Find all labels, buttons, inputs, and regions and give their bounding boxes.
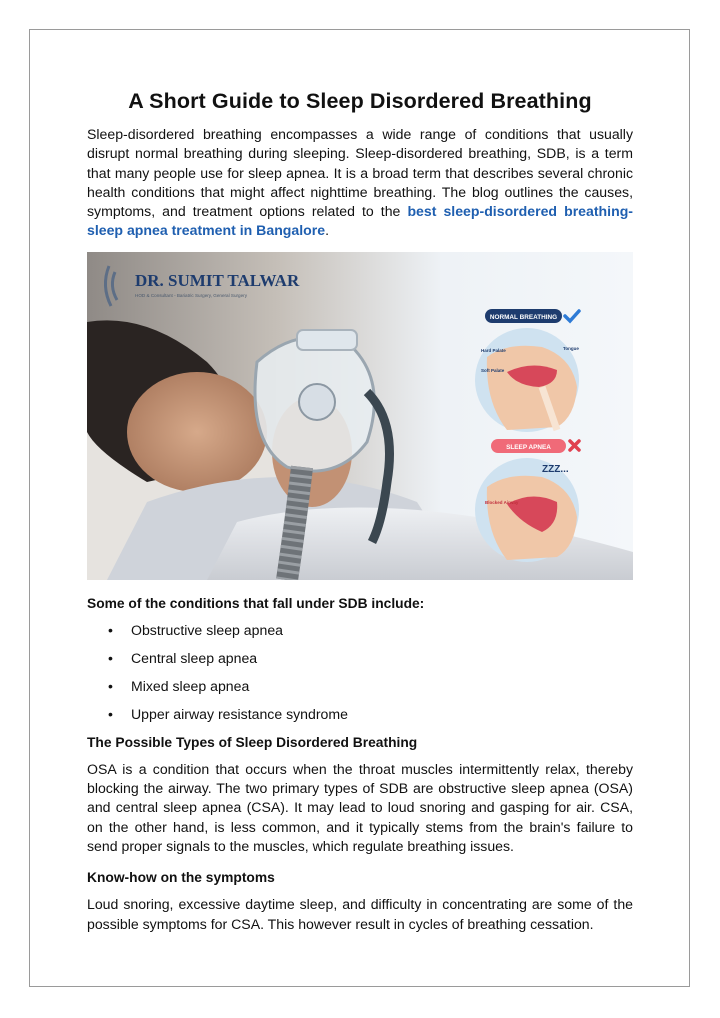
zzz-text: ZZZ... xyxy=(542,463,569,475)
tongue-label: Tongue xyxy=(563,345,579,351)
logo-subtitle: HOD & Consultant - Bariatric Surgery, General Surgery xyxy=(135,292,247,298)
logo-name: DR. SUMIT TALWAR xyxy=(135,270,300,290)
soft-palate-label: Soft Palate xyxy=(481,367,505,373)
types-heading: The Possible Types of Sleep Disordered Breathing xyxy=(87,734,418,750)
list-item xyxy=(87,649,633,668)
blocked-airway-label: Blocked Airway xyxy=(485,499,519,505)
bullet: • xyxy=(108,649,113,666)
treatment-link[interactable]: best sleep-disordered breathing-sleep apnea treatment in Bangalore xyxy=(87,203,633,239)
list-item-text: Upper airway resistance syndrome xyxy=(131,705,348,722)
document-content xyxy=(87,87,633,934)
mask-headgear-clip xyxy=(297,330,357,350)
face xyxy=(127,372,267,492)
bullet: • xyxy=(108,621,113,638)
bullet: • xyxy=(108,677,113,694)
intro-paragraph xyxy=(87,125,633,241)
list-item xyxy=(87,705,633,724)
cpap-illustration xyxy=(87,252,633,580)
intro-text-end: . xyxy=(325,222,330,239)
intro-text: Sleep-disordered breathing encompasses a wide range of conditions that usually disrupt normal breathing during sleeping. Sleep-disordered breathing, SDB, is a term that many people use for sleep apnea. It is a broad term that describes several chronic health conditions that might affect nighttime breathing. The blog outlines the causes, symptoms, and treatment options related to the xyxy=(87,126,633,220)
bullet: • xyxy=(108,705,113,722)
sleep-apnea-label: SLEEP APNEA xyxy=(506,443,551,451)
list-item-text: Mixed sleep apnea xyxy=(131,677,250,694)
conditions-list xyxy=(87,621,633,724)
list-item xyxy=(87,621,633,640)
symptoms-heading: Know-how on the symptoms xyxy=(87,870,275,886)
page-title: A Short Guide to Sleep Disordered Breathing xyxy=(128,89,592,113)
list-item-text: Obstructive sleep apnea xyxy=(131,621,283,638)
types-paragraph: OSA is a condition that occurs when the throat muscles intermittently relax, thereby blocking the airway. The two primary types of SDB are obstructive sleep apnea (OSA) and central sleep apnea (CSA). It may lead to loud snoring and gasping for air. CSA, on the other hand, is less common, and it typically stems from the brain's failure to send proper signals to the muscles, which regulate breathing issues. xyxy=(87,760,633,854)
mask-valve xyxy=(299,384,335,420)
symptoms-paragraph: Loud snoring, excessive daytime sleep, and difficulty in concentrating are some of the possible symptoms for CSA. This however result in cycles of breathing cessation. xyxy=(87,896,633,932)
normal-breathing-label: NORMAL BREATHING xyxy=(489,313,558,321)
list-item xyxy=(87,677,633,696)
hero-image xyxy=(87,252,633,580)
conditions-heading: Some of the conditions that fall under SDB include: xyxy=(87,595,425,611)
list-item-text: Central sleep apnea xyxy=(131,649,258,666)
hard-palate-label: Hard Palate xyxy=(481,347,506,353)
